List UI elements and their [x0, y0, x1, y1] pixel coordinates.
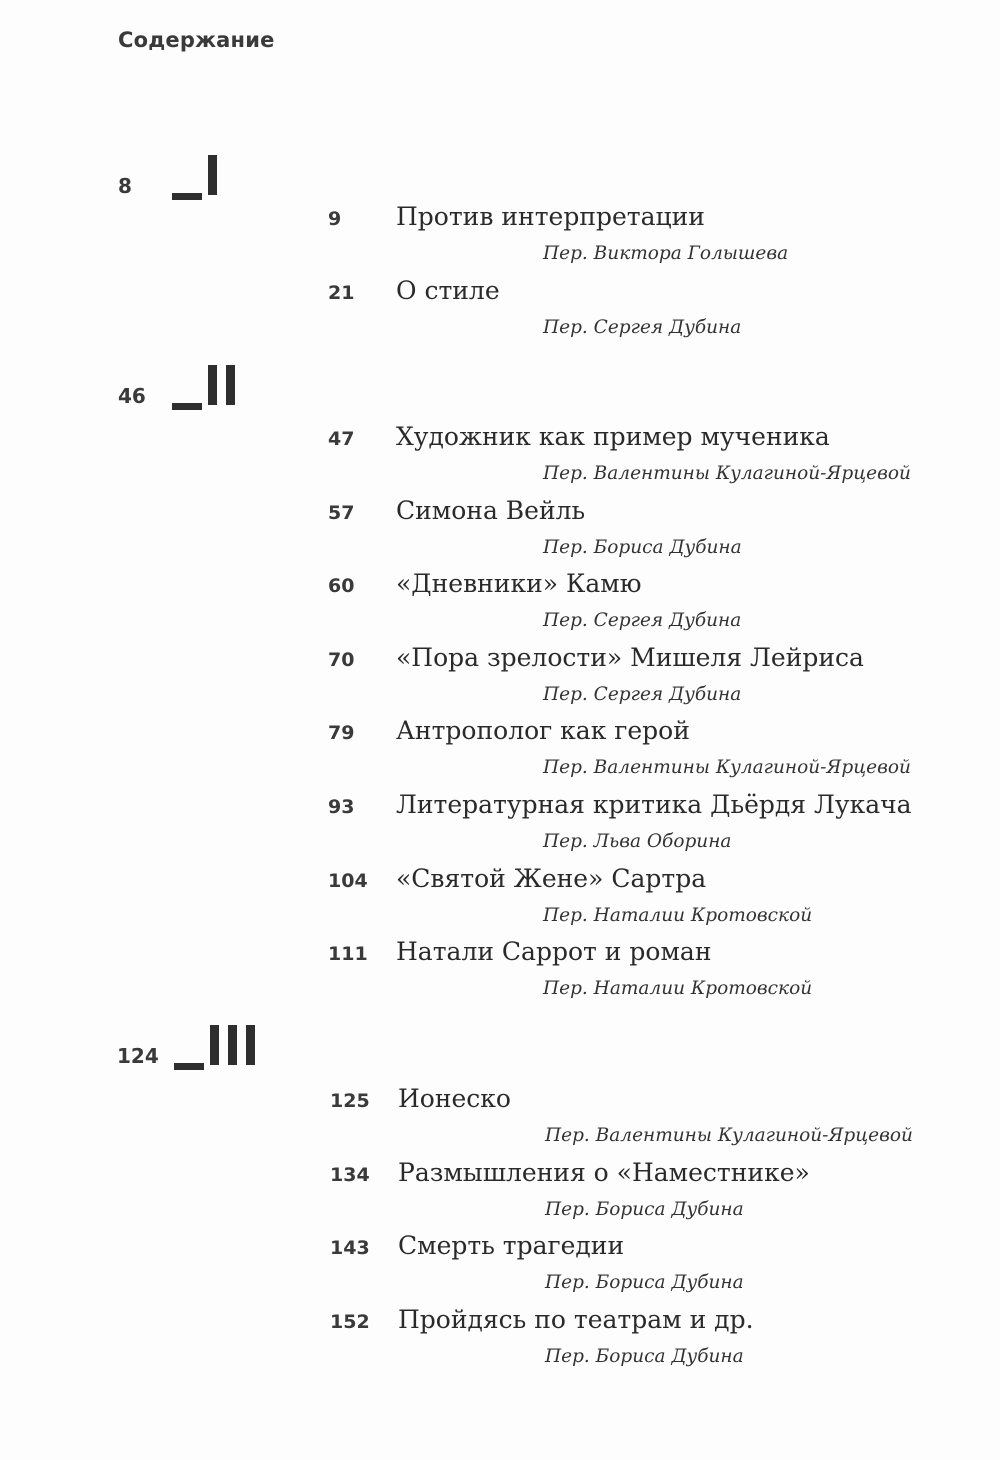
entry-page-number: 125	[330, 1090, 370, 1112]
entry-translator: Пер. Бориса Дубина	[545, 1272, 744, 1294]
roman-numeral-stroke	[228, 1025, 237, 1065]
entry-title: Симона Вейль	[396, 495, 586, 525]
entry-title: Художник как пример мученика	[396, 422, 830, 451]
entry-translator: Пер. Наталии Кротовской	[543, 904, 813, 926]
entry-title: Размышления о «Наместнике»	[398, 1157, 810, 1187]
part-page-number: 8	[118, 174, 132, 198]
entry-title: Смерть трагедии	[398, 1231, 625, 1261]
part-dash	[172, 403, 202, 410]
entry-translator: Пер. Льва Оборина	[543, 831, 732, 852]
entry-title: «Святой Жене» Сартра	[396, 863, 707, 893]
entry-translator: Пер. Сергея Дубина	[543, 610, 742, 632]
part-numeral-III	[174, 1020, 264, 1070]
part-numeral-II	[172, 360, 244, 410]
entry-translator: Пер. Наталии Кротовской	[543, 978, 813, 1000]
entry-page-number: 111	[328, 943, 368, 966]
entry-title: «Пора зрелости» Мишеля Лейриса	[396, 642, 864, 672]
entry-page-number: 152	[330, 1310, 370, 1333]
entry-translator: Пер. Сергея Дубина	[543, 316, 742, 338]
entry-title: Натали Саррот и роман	[396, 937, 712, 967]
roman-numeral-stroke	[208, 365, 217, 405]
entry-title: Пройдясь по театрам и др.	[398, 1304, 754, 1334]
entry-translator: Пер. Сергея Дубина	[543, 683, 742, 705]
part-page-number: 46	[118, 384, 146, 408]
entry-title: Литературная критика Дьёрдя Лукача	[396, 790, 912, 819]
entry-page-number: 93	[328, 796, 355, 818]
entry-translator: Пер. Валентины Кулагиной-Ярцевой	[543, 463, 911, 484]
entry-translator: Пер. Валентины Кулагиной-Ярцевой	[543, 757, 911, 779]
entry-translator: Пер. Бориса Дубина	[545, 1345, 744, 1367]
entry-title: Антрополог как герой	[396, 716, 690, 746]
entry-title: Ионеско	[398, 1084, 511, 1113]
page-title: Содержание	[118, 28, 275, 52]
roman-numeral-stroke	[208, 155, 217, 195]
entry-page-number: 70	[328, 648, 355, 671]
entry-page-number: 60	[328, 575, 355, 598]
entry-translator: Пер. Виктора Голышева	[543, 243, 789, 264]
entry-page-number: 143	[330, 1237, 370, 1260]
entry-page-number: 134	[330, 1163, 370, 1186]
part-page-number: 124	[117, 1044, 159, 1068]
part-numeral-I	[172, 150, 226, 200]
entry-translator: Пер. Бориса Дубина	[545, 1198, 744, 1220]
part-dash	[172, 193, 202, 200]
entry-title: О стиле	[396, 275, 500, 305]
entry-translator: Пер. Валентины Кулагиной-Ярцевой	[545, 1125, 913, 1146]
entry-title: «Дневники» Камю	[396, 569, 642, 599]
roman-numeral-stroke	[246, 1025, 255, 1065]
roman-numeral-stroke	[210, 1025, 219, 1065]
entry-translator: Пер. Бориса Дубина	[543, 536, 742, 558]
entry-page-number: 57	[328, 501, 355, 524]
entry-page-number: 79	[328, 722, 355, 745]
entry-title: Против интерпретации	[396, 202, 705, 231]
entry-page-number: 9	[328, 208, 342, 230]
entry-page-number: 47	[328, 428, 355, 450]
roman-numeral-stroke	[226, 365, 235, 405]
entry-page-number: 21	[328, 281, 355, 304]
part-dash	[174, 1063, 204, 1070]
entry-page-number: 104	[328, 869, 368, 892]
